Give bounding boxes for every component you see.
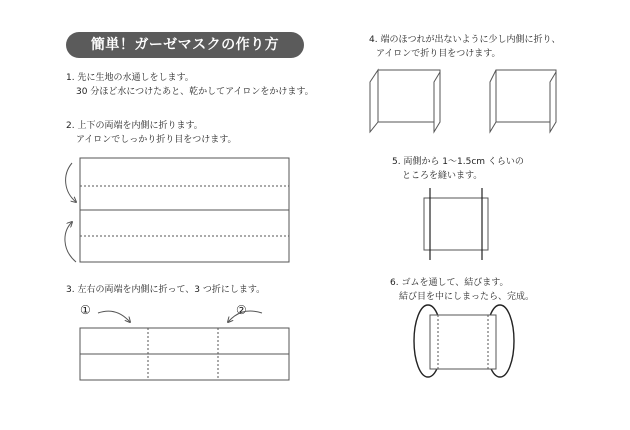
step3-marker-2: ② <box>236 303 247 317</box>
step3-line1: 3. 左右の両端を内側に折って、3 つ折にします。 <box>66 285 266 295</box>
step5-line2: ところを縫います。 <box>402 171 483 181</box>
step5-line1: 5. 両側から 1～1.5cm くらいの <box>392 157 524 167</box>
step3-fabric-illustration <box>80 328 289 380</box>
step6-line2: 結び目を中にしまったら、完成。 <box>399 292 535 302</box>
fold-arrow-bottom <box>65 222 76 262</box>
step6-mask-illustration <box>414 305 514 377</box>
step1-line1: 1. 先に生地の水通しをします。 <box>66 73 194 83</box>
step5-sew-illustration <box>424 188 488 260</box>
step2-line2: アイロンでしっかり折り目をつけます。 <box>76 135 237 145</box>
page-title: 簡単！ガーゼマスクの作り方 <box>66 32 304 58</box>
step6-line1: 6. ゴムを通して、結びます。 <box>390 278 509 288</box>
fold-arrow-right <box>228 311 262 322</box>
step3-marker-1: ① <box>80 303 91 317</box>
step2-fabric-illustration <box>80 158 289 262</box>
step4-line2: アイロンで折り目をつけます。 <box>376 49 501 59</box>
step4-fold-left-illustration <box>370 70 440 132</box>
step4-line1: 4. 端のほつれが出ないように少し内側に折り、 <box>369 35 561 45</box>
fold-arrow-top <box>66 163 76 202</box>
step4-fold-right-illustration <box>490 70 556 132</box>
step2-line1: 2. 上下の両端を内側に折ります。 <box>66 121 203 131</box>
fold-arrow-left <box>98 311 130 322</box>
step1-line2: 30 分ほど水につけたあと、乾かしてアイロンをかけます。 <box>76 87 314 97</box>
